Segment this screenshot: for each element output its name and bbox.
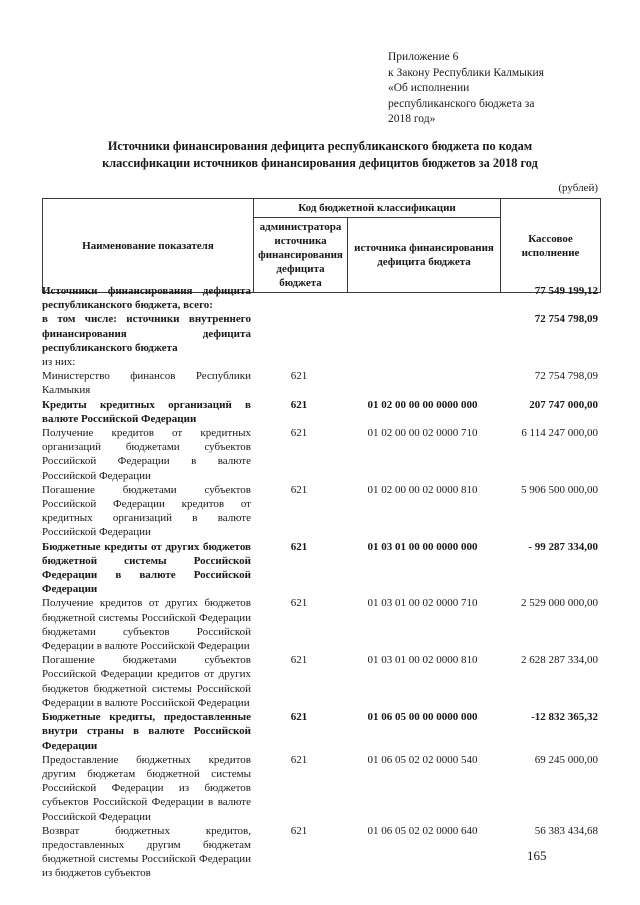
cell-cash-execution: 2 529 000 000,00 bbox=[521, 597, 598, 610]
cell-indicator-name: Погашение бюджетами субъектов Российской Федерации кредитов от других бюджетов бюджетной системы Российской Федерации в валюте Российской Федерации bbox=[42, 654, 251, 709]
column-header-name: Наименование показателя bbox=[43, 199, 254, 293]
appendix-line-1: Приложение 6 bbox=[388, 51, 459, 63]
cell-cash-execution: 6 114 247 000,00 bbox=[521, 427, 598, 440]
cell-cash-execution: 207 747 000,00 bbox=[529, 398, 598, 411]
appendix-line-2: к Закону Республики Калмыкия bbox=[388, 66, 544, 79]
column-header-cash: Кассовое исполнение bbox=[501, 199, 601, 293]
table-row bbox=[42, 284, 600, 312]
page-number: 165 bbox=[527, 848, 547, 863]
cell-indicator-name: в том числе: источники внутреннего финансирования дефицита республиканского бюджета bbox=[42, 313, 251, 354]
page-title bbox=[60, 138, 580, 171]
currency-unit-note: (рублей) bbox=[558, 182, 598, 194]
cell-source-code: 01 03 01 00 02 0000 810 bbox=[367, 654, 478, 667]
cell-administrator-code bbox=[253, 312, 347, 355]
cell-source-code: 01 03 01 00 00 0000 000 bbox=[367, 540, 478, 553]
table-row bbox=[42, 596, 600, 653]
table-row bbox=[42, 653, 600, 710]
cell-source-code bbox=[347, 284, 500, 312]
cell-cash-execution: -12 832 365,32 bbox=[531, 711, 598, 724]
table-row bbox=[42, 398, 600, 426]
cell-indicator-name: Кредиты кредитных организаций в валюте Российской Федерации bbox=[42, 398, 251, 425]
cell-source-code: 01 02 00 00 00 0000 000 bbox=[367, 398, 478, 411]
cell-administrator-code: 621 bbox=[290, 540, 308, 553]
column-header-code-group: Код бюджетной классификации bbox=[254, 199, 501, 218]
cell-cash-execution: 72 754 798,09 bbox=[534, 370, 598, 383]
cell-indicator-name: Источники финансирования дефицита республиканского бюджета, всего: bbox=[42, 285, 251, 312]
appendix-line-3: «Об исполнении bbox=[388, 82, 470, 94]
cell-administrator-code: 621 bbox=[290, 483, 308, 496]
table-row bbox=[42, 426, 600, 483]
cell-administrator-code bbox=[253, 355, 347, 369]
cell-source-code: 01 06 05 02 02 0000 540 bbox=[367, 753, 478, 766]
appendix-line-4: республиканского бюджета за bbox=[388, 97, 535, 110]
cell-source-code bbox=[347, 355, 500, 369]
cell-cash-execution: 72 754 798,09 bbox=[534, 313, 598, 326]
cell-source-code bbox=[347, 369, 500, 397]
column-header-administrator: администратора источника финансирования дефицита бюджета bbox=[254, 218, 348, 293]
appendix-reference bbox=[388, 50, 618, 128]
table-row bbox=[42, 355, 600, 369]
cell-cash-execution: 77 549 199,12 bbox=[534, 285, 598, 297]
page-title-line-1: Источники финансирования дефицита республиканского бюджета по кодам bbox=[107, 139, 533, 153]
table-row bbox=[42, 540, 600, 597]
cell-indicator-name: Предоставление бюджетных кредитов другим бюджетам бюджетной системы Российской Федерации из бюджетов субъектов Российской Федерации в валюте Российской Федерации bbox=[42, 753, 251, 823]
cell-source-code: 01 02 00 00 02 0000 710 bbox=[367, 427, 478, 440]
cell-cash-execution bbox=[500, 355, 600, 369]
page-title-line-2: классификации источников финансирования дефицитов бюджетов за 2018 год bbox=[102, 155, 538, 170]
cell-administrator-code: 621 bbox=[290, 824, 308, 837]
table-row bbox=[42, 312, 600, 355]
table-row bbox=[42, 369, 600, 397]
table-body bbox=[42, 284, 600, 881]
table-row bbox=[42, 824, 600, 881]
cell-cash-execution: 69 245 000,00 bbox=[534, 753, 598, 766]
cell-source-code bbox=[347, 312, 500, 355]
cell-administrator-code bbox=[253, 284, 347, 312]
cell-source-code: 01 06 05 02 02 0000 640 bbox=[367, 824, 478, 837]
cell-administrator-code: 621 bbox=[290, 753, 308, 766]
cell-cash-execution: 56 383 434,68 bbox=[534, 824, 598, 837]
appendix-line-5: 2018 год» bbox=[388, 113, 436, 125]
cell-indicator-name: Бюджетные кредиты, предоставленные внутри страны в валюте Российской Федерации bbox=[42, 711, 251, 752]
cell-cash-execution: - 99 287 334,00 bbox=[528, 540, 598, 553]
cell-indicator-name: Получение кредитов от кредитных организаций бюджетами субъектов Российской Федерации в валюте Российской Федерации bbox=[42, 427, 251, 482]
cell-source-code: 01 03 01 00 02 0000 710 bbox=[367, 597, 478, 610]
table-row bbox=[42, 483, 600, 540]
cell-administrator-code: 621 bbox=[290, 711, 308, 724]
cell-indicator-name: из них: bbox=[42, 356, 76, 369]
cell-indicator-name: Возврат бюджетных кредитов, предоставленных другим бюджетам бюджетной системы Российской Федерации из бюджетов субъектов bbox=[42, 824, 251, 880]
column-header-source: источника финансирования дефицита бюджета bbox=[348, 218, 501, 293]
cell-administrator-code: 621 bbox=[290, 370, 308, 383]
cell-administrator-code: 621 bbox=[290, 398, 308, 411]
cell-cash-execution: 5 906 500 000,00 bbox=[521, 483, 598, 496]
cell-indicator-name: Получение кредитов от других бюджетов бюджетной системы Российской Федерации бюджетами субъектов Российской Федерации в валюте Российской Федерации bbox=[42, 597, 251, 653]
cell-administrator-code: 621 bbox=[290, 654, 308, 667]
cell-administrator-code: 621 bbox=[290, 597, 308, 610]
cell-indicator-name: Министерство финансов Республики Калмыкия bbox=[42, 370, 251, 397]
table-body-rows bbox=[42, 284, 600, 881]
cell-source-code: 01 06 05 00 00 0000 000 bbox=[367, 711, 478, 724]
table-row bbox=[42, 753, 600, 824]
cell-source-code: 01 02 00 00 02 0000 810 bbox=[367, 483, 478, 496]
cell-cash-execution: 2 628 287 334,00 bbox=[521, 654, 598, 667]
cell-indicator-name: Погашение бюджетами субъектов Российской Федерации кредитов от кредитных организаций в валюте Российской Федерации bbox=[42, 483, 251, 539]
cell-administrator-code: 621 bbox=[290, 427, 308, 440]
table-row bbox=[42, 710, 600, 753]
cell-indicator-name: Бюджетные кредиты от других бюджетов бюджетной системы Российской Федерации в валюте Российской Федерации bbox=[42, 540, 251, 596]
table-header bbox=[42, 198, 601, 293]
